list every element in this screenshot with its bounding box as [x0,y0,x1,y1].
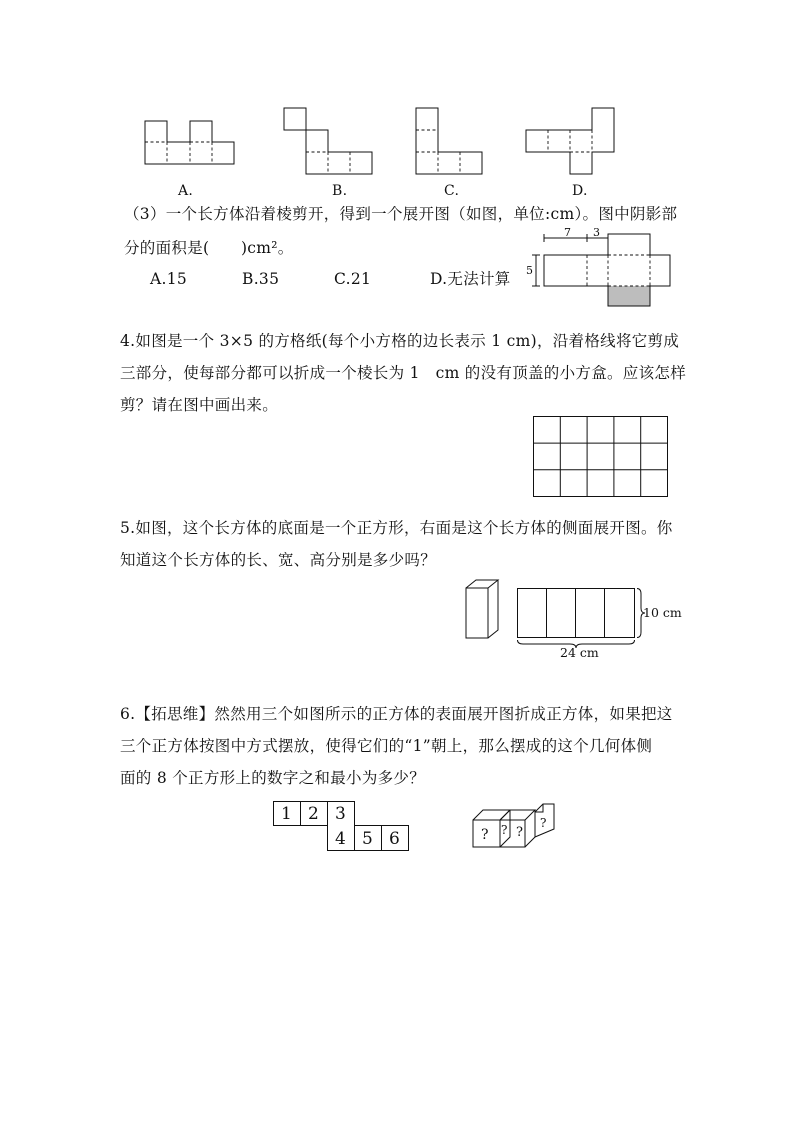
net-label-a: A. [178,183,194,199]
q6-line2: 三个正方体按图中方式摆放，使得它们的“1”朝上，那么摆成的这个几何体侧 [120,737,653,755]
cuboid-3d [464,578,504,640]
net-number-2: 2 [308,804,319,824]
net-number-6: 6 [389,829,400,849]
q6-line3: 面的 8 个正方形上的数字之和最小为多少？ [120,769,426,787]
cube-mark-3: ? [516,825,523,840]
q4-line2: 三部分，使每部分都可以折成一个棱长为 1 cm 的没有顶盖的小方盒。应该怎样 [120,364,686,382]
dim-3: 3 [593,226,600,239]
cube-mark-1: ? [481,827,489,843]
net-option-c [412,104,492,178]
q5-line1: 5.如图，这个长方体的底面是一个正方形，右面是这个长方体的侧面展开图。你 [120,519,673,537]
q4-line3: 剪？请在图中画出来。 [120,396,279,414]
q3-part3-line2: 分的面积是( )cm²。 [124,239,294,257]
height-label: 10 cm [643,605,682,620]
net-number-1: 1 [281,804,292,824]
lateral-net-figure [512,584,682,658]
net-label-d: D. [572,183,588,199]
q3-option-b: B.35 [242,270,280,288]
net-label-c: C. [444,183,460,199]
q6-line1: 6.【拓思维】然然用三个如图所示的正方体的表面展开图折成正方体，如果把这 [120,705,673,723]
net-number-3: 3 [335,804,346,824]
stacked-cubes [470,803,558,851]
cube-mark-2: ? [501,823,508,837]
number-net [272,800,412,854]
q3-option-a: A.15 [150,270,188,288]
net-option-a [140,118,240,168]
q4-line1: 4.如图是一个 3×5 的方格纸(每个小方格的边长表示 1 cm)，沿着格线将它剪成 [120,332,680,350]
grid-3x5 [533,416,669,497]
q3-part3-line1: （3）一个长方体沿着棱剪开，得到一个展开图（如图，单位:cm）。图中阴影部 [124,205,678,223]
q3-option-d: D.无法计算 [430,270,511,288]
net-number-4: 4 [335,829,346,849]
shaded-face [608,286,650,306]
net-label-b: B. [332,183,348,199]
width-label: 24 cm [560,645,599,660]
net-option-d [522,104,622,178]
cuboid-net-figure [524,228,674,310]
dim-5: 5 [526,264,533,277]
cube-mark-4: ? [540,816,547,830]
net-number-5: 5 [362,829,373,849]
net-option-b [280,104,380,178]
dim-7: 7 [564,226,571,239]
q3-option-c: C.21 [334,270,372,288]
q5-line2: 知道这个长方体的长、宽、高分别是多少吗？ [120,551,437,569]
